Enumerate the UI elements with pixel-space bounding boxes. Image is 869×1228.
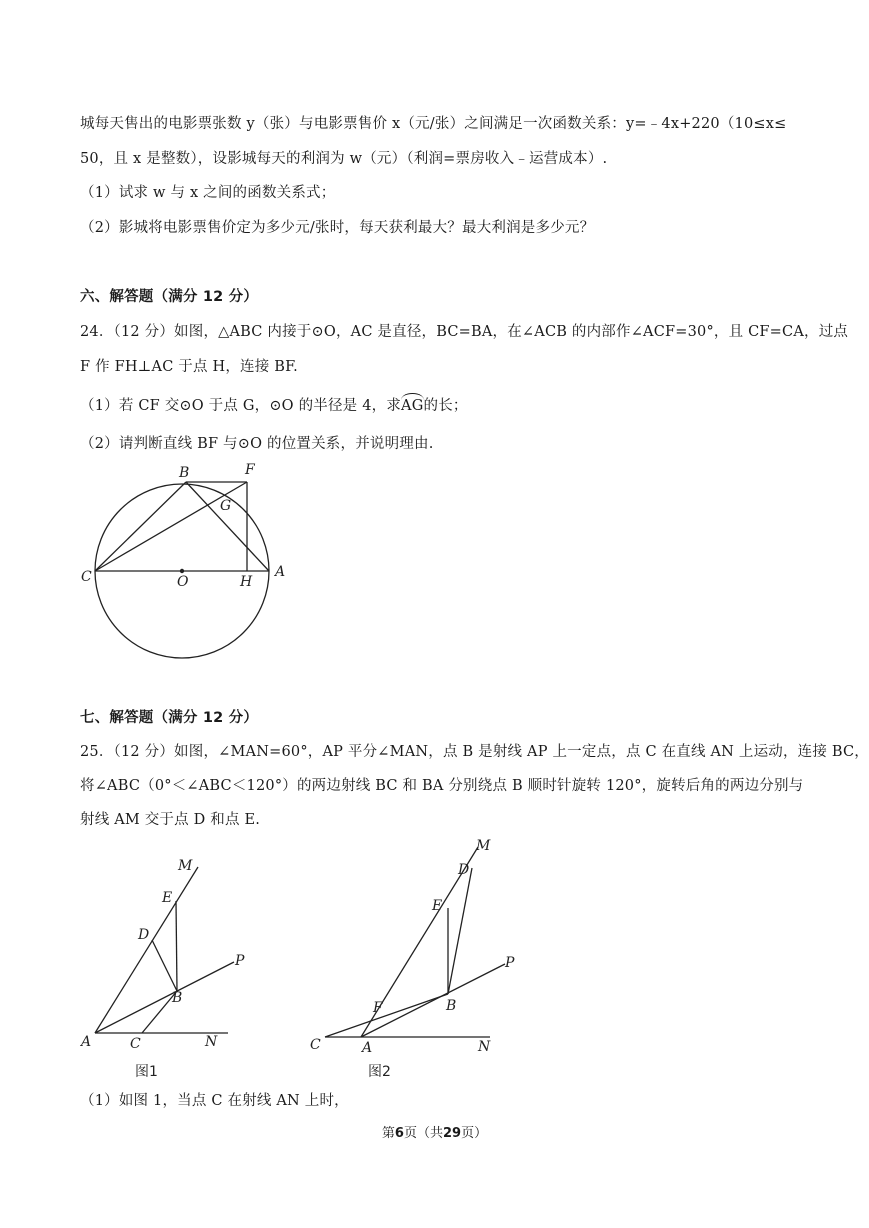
segment-bc-1 bbox=[142, 991, 177, 1033]
fig1-label-p: P bbox=[235, 953, 245, 969]
segment-ba bbox=[186, 482, 269, 571]
q24-part-1 bbox=[80, 394, 468, 415]
fig2-label-m: M bbox=[476, 838, 491, 854]
fig2-label-a: A bbox=[362, 1040, 373, 1056]
ray-ap-2 bbox=[361, 964, 505, 1037]
footer-prefix: 第 bbox=[381, 1126, 395, 1141]
fig2-label-n: N bbox=[478, 1039, 491, 1055]
ray-ap-1 bbox=[95, 962, 234, 1033]
fig1-caption: 图1 bbox=[135, 1064, 158, 1080]
q23-line-1: 城每天售出的电影票张数 y（张）与电影票售价 x（元/张）之间满足一次函数关系：y=﹣4x+220（10≤x≤ bbox=[80, 116, 787, 132]
label-a: A bbox=[275, 564, 286, 580]
q25-line-1: 25．（12 分）如图，∠MAN=60°，AP 平分∠MAN，点 B 是射线 AP 上一定点，点 C 在直线 AN 上运动，连接 BC， bbox=[80, 744, 869, 760]
fig2-caption: 图2 bbox=[368, 1064, 391, 1080]
footer-suffix: 页） bbox=[461, 1126, 488, 1141]
q25-line-3: 射线 AM 交于点 D 和点 E. bbox=[80, 812, 261, 828]
q23-line-2: 50，且 x 是整数），设影城每天的利润为 w（元）（利润=票房收入﹣运营成本）. bbox=[80, 151, 608, 167]
label-h: H bbox=[240, 574, 253, 590]
figure-25-2 bbox=[325, 847, 505, 1037]
q24-part-1-text: （1）若 CF 交⊙O 于点 G，⊙O 的半径是 4，求 bbox=[80, 398, 402, 414]
q25-part-1: （1）如图 1，当点 C 在射线 AN 上时， bbox=[80, 1093, 349, 1109]
segment-bd-1 bbox=[152, 940, 177, 991]
ray-am-2 bbox=[361, 847, 478, 1037]
fig1-label-e: E bbox=[162, 890, 173, 906]
segment-bd-2 bbox=[448, 868, 472, 994]
q24-part-1-suffix: 的长； bbox=[423, 398, 468, 414]
segment-cf bbox=[95, 482, 247, 571]
label-g: G bbox=[220, 498, 232, 514]
circle-o bbox=[95, 484, 269, 658]
q24-line-1: 24．（12 分）如图，△ABC 内接于⊙O，AC 是直径，BC=BA，在∠ACB 的内部作∠ACF=30°，且 CF=CA，过点 bbox=[80, 324, 849, 340]
label-c: C bbox=[81, 569, 92, 585]
fig2-label-e: E bbox=[432, 898, 443, 914]
fig1-label-c: C bbox=[130, 1036, 141, 1052]
ray-am-1 bbox=[95, 867, 198, 1033]
label-b: B bbox=[179, 465, 190, 481]
q24-line-2: F 作 FH⊥AC 于点 H，连接 BF. bbox=[80, 359, 298, 375]
fig1-label-d: D bbox=[138, 927, 150, 943]
fig1-label-n: N bbox=[205, 1034, 218, 1050]
page-footer bbox=[0, 1122, 869, 1141]
q25-line-2: 将∠ABC（0°＜∠ABC＜120°）的两边射线 BC 和 BA 分别绕点 B 顺时针旋转 120°，旋转后角的两边分别与 bbox=[80, 778, 804, 794]
fig2-label-p: P bbox=[505, 955, 515, 971]
segment-cb bbox=[95, 482, 186, 571]
fig2-label-b: B bbox=[446, 998, 457, 1014]
label-f: F bbox=[245, 462, 255, 478]
fig1-label-a: A bbox=[81, 1034, 92, 1050]
q24-part-2: （2）请判断直线 BF 与⊙O 的位置关系，并说明理由. bbox=[80, 436, 434, 452]
fig2-label-f: F bbox=[373, 1000, 383, 1016]
q23-part-1: （1）试求 w 与 x 之间的函数关系式； bbox=[80, 185, 336, 201]
fig1-label-b: B bbox=[172, 990, 183, 1006]
page-number: 6 bbox=[394, 1126, 404, 1141]
segment-cb-2 bbox=[325, 994, 448, 1037]
fig2-label-c: C bbox=[310, 1037, 321, 1053]
q23-part-2: （2）影城将电影票售价定为多少元/张时，每天获利最大？最大利润是多少元？ bbox=[80, 220, 595, 236]
fig2-label-d: D bbox=[458, 862, 470, 878]
figure-25-1 bbox=[95, 867, 234, 1033]
footer-middle: 页（共 bbox=[403, 1126, 443, 1141]
arc-ag: AG bbox=[401, 398, 424, 414]
section-7-heading: 七、解答题（满分 12 分） bbox=[80, 710, 259, 726]
page-total: 29 bbox=[442, 1126, 462, 1141]
center-dot bbox=[180, 569, 184, 573]
segment-be-1 bbox=[176, 901, 177, 991]
fig1-label-m: M bbox=[178, 858, 193, 874]
label-o: O bbox=[177, 574, 189, 590]
section-6-heading: 六、解答题（满分 12 分） bbox=[80, 289, 259, 305]
